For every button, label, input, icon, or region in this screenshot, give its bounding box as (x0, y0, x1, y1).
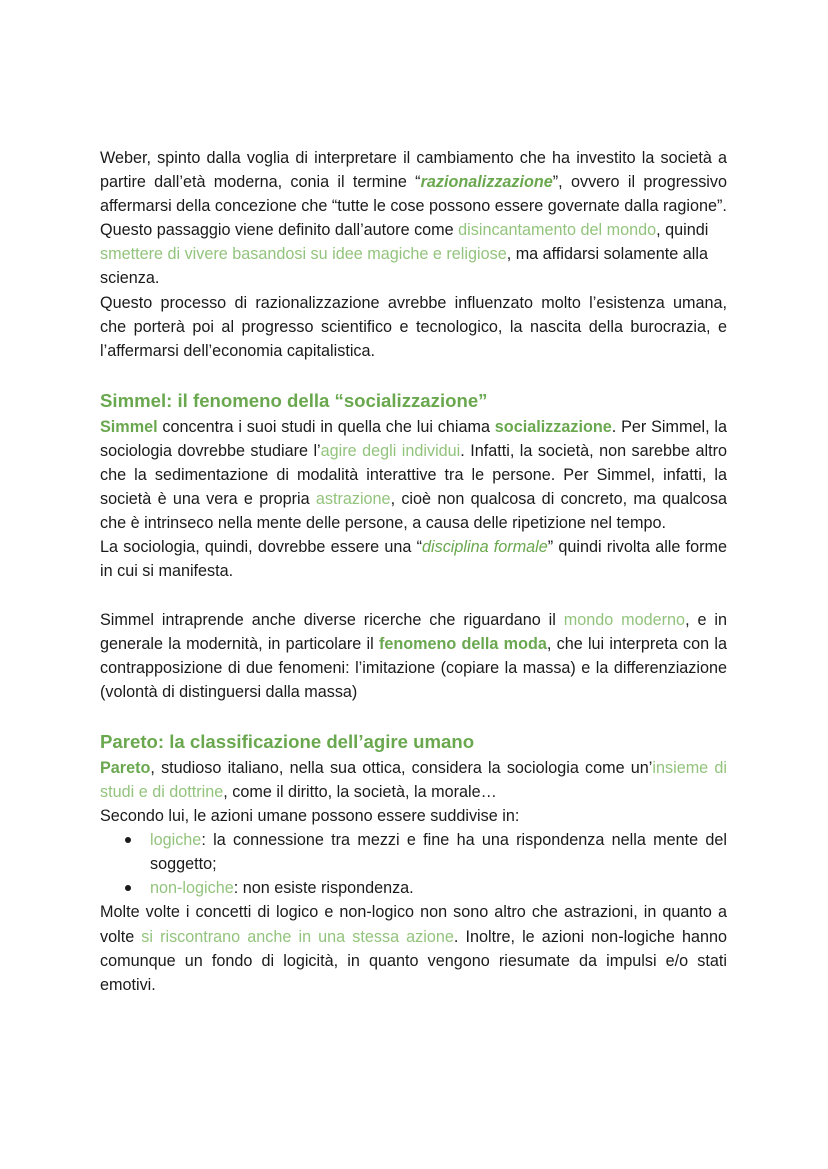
name-pareto: Pareto (100, 758, 151, 777)
bullet-icon (125, 837, 131, 843)
text-run: : la connessione tra mezzi e fine ha una rispondenza nella mente del soggetto; (150, 831, 727, 874)
pareto-paragraph-2: Secondo lui, le azioni umane possono essere suddivise in: (100, 807, 520, 826)
text-run: , studioso italiano, nella sua ottica, considera la sociologia come un’ (150, 758, 653, 777)
text-run: Questo passaggio viene definito dall’autore come (100, 221, 459, 240)
text-run: , e in generale la modernità, in particolare il (100, 610, 727, 653)
weber-paragraph-3: Questo processo di razionalizzazione avrebbe influenzato molto l’esistenza umana, che porterà poi al progresso scientifico e tecnologico, la nascita della burocrazia, e l’affermarsi dell’economia capitalistica. (100, 293, 727, 360)
spacer (100, 704, 727, 728)
spacer (100, 584, 727, 608)
text-run: , ma affidarsi solamente alla scienza. (100, 245, 708, 288)
highlight-agire: agire degli individui (320, 441, 461, 460)
list-item (150, 876, 727, 900)
term-fenomeno-moda: fenomeno della moda (378, 634, 547, 653)
text-run: , cioè non qualcosa di concreto, ma qualcosa che è intrinseco nella mente delle persone, a causa delle ripetizione nel tempo. (100, 490, 727, 533)
term-logiche: logiche (150, 831, 202, 850)
text-run: Weber, spinto dalla voglia di interpretare il cambiamento che ha investito la società a partire dall’età moderna, conia il termine “ (100, 149, 727, 192)
text-run: ” quindi rivolta alle forme in cui si manifesta. (100, 538, 728, 581)
highlight-astrazione: astrazione (315, 490, 391, 509)
bullet-icon (125, 885, 131, 891)
text-run: , quindi (656, 221, 709, 240)
term-socializzazione: socializzazione (494, 417, 612, 436)
document-page (100, 146, 727, 997)
pareto-paragraph-3 (100, 900, 727, 996)
highlight-smettere: smettere di vivere basandosi su idee magiche e religiose (100, 245, 507, 264)
highlight-insieme: insieme di studi e di dottrine (100, 758, 727, 801)
text-run: Molte volte i concetti di logico e non-logico non sono altro che astrazioni, in quanto a volte (100, 903, 727, 946)
highlight-disincantamento: disincantamento del mondo (458, 221, 657, 240)
text-run: . Infatti, la società, non sarebbe altro che la sedimentazione di modalità interattive tra le persone. Per Simmel, infatti, la società è una vera e propria (100, 441, 727, 509)
spacer (100, 363, 727, 387)
text-run: . Inoltre, le azioni non-logiche hanno comunque un fondo di logicità, in quanto vengono riesumate da impulsi e/o stati emotivi. (100, 927, 727, 994)
term-non-logiche: non-logiche (150, 879, 234, 898)
text-run: : non esiste rispondenza. (233, 879, 414, 898)
simmel-paragraph-3 (100, 608, 727, 704)
pareto-paragraph-1 (100, 756, 727, 804)
list-item (150, 828, 727, 876)
text-run: ”, ovvero il progressivo affermarsi della concezione che “tutte le cose possono essere governate dalla ragione”. (100, 173, 727, 216)
text-run: . Per Simmel, la sociologia dovrebbe studiare l’ (100, 417, 727, 460)
text-run: concentra i suoi studi in quella che lui chiama (157, 417, 495, 436)
simmel-paragraph-2 (100, 535, 727, 583)
term-disciplina-formale: disciplina formale (422, 538, 548, 557)
action-types-list (100, 828, 727, 900)
term-razionalizzazione: razionalizzazione (420, 173, 553, 192)
text-run: La sociologia, quindi, dovrebbe essere una “ (100, 538, 422, 557)
simmel-heading: Simmel: il fenomeno della “socializzazione” (100, 389, 488, 411)
text-run: , come il diritto, la società, la morale… (223, 782, 497, 801)
name-simmel: Simmel (100, 417, 158, 436)
highlight-stessa-azione: si riscontrano anche in una stessa azione (141, 927, 454, 946)
text-run: Simmel intraprende anche diverse ricerche che riguardano il (100, 610, 564, 629)
pareto-heading: Pareto: la classificazione dell’agire umano (100, 730, 475, 752)
weber-paragraph-2 (100, 218, 727, 290)
simmel-paragraph-1 (100, 415, 727, 535)
highlight-mondo-moderno: mondo moderno (563, 610, 686, 629)
weber-paragraph-1 (100, 146, 727, 218)
text-run: , che lui interpreta con la contrapposizione di due fenomeni: l’imitazione (copiare la massa) e la differenziazione (volontà di distinguersi dalla massa) (100, 634, 727, 701)
